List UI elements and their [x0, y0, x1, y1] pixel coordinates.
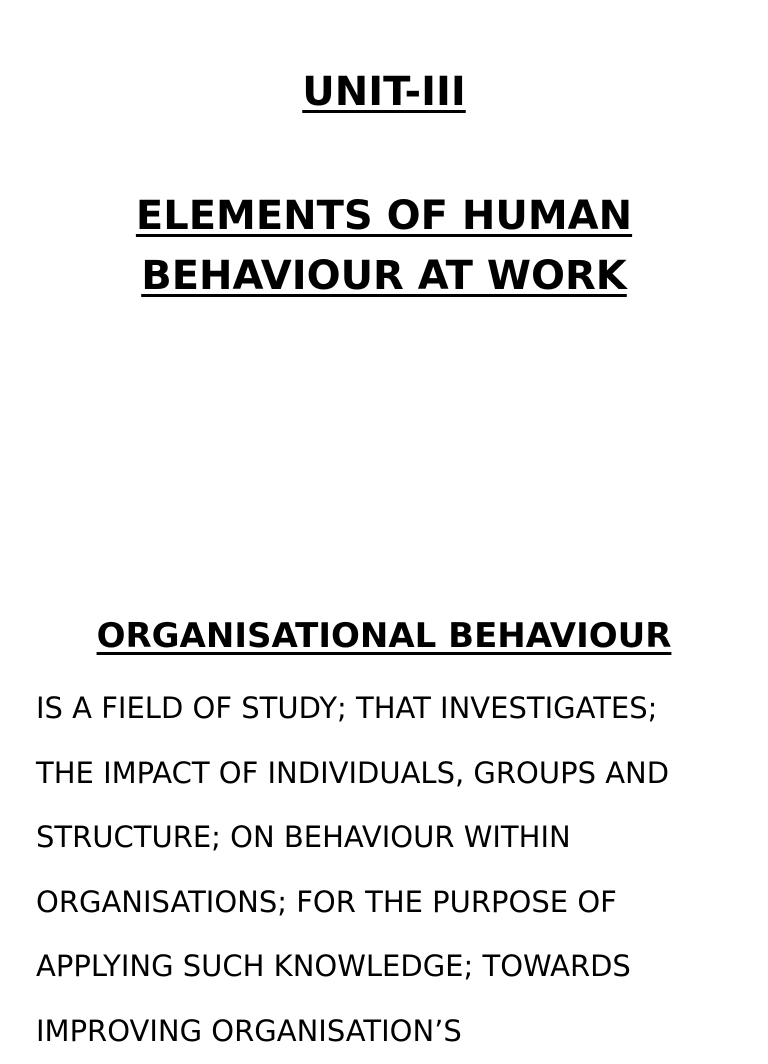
main-title: ELEMENTS OF HUMAN BEHAVIOUR AT WORK: [135, 193, 633, 299]
section-title: ORGANISATIONAL BEHAVIOUR: [96, 616, 672, 656]
unit-title: UNIT-III: [302, 69, 466, 115]
body-paragraph: IS A FIELD OF STUDY; THAT INVESTIGATES; THE IMPACT OF INDIVIDUALS, GROUPS AND STRUCTURE; ON BEHAVIOUR WITHIN ORGANISATIONS; FOR THE PURPOSE OF APPLYING SUCH KNOWLEDGE; TOWARDS IMPROVING ORGANISATION’S: [36, 691, 670, 1048]
